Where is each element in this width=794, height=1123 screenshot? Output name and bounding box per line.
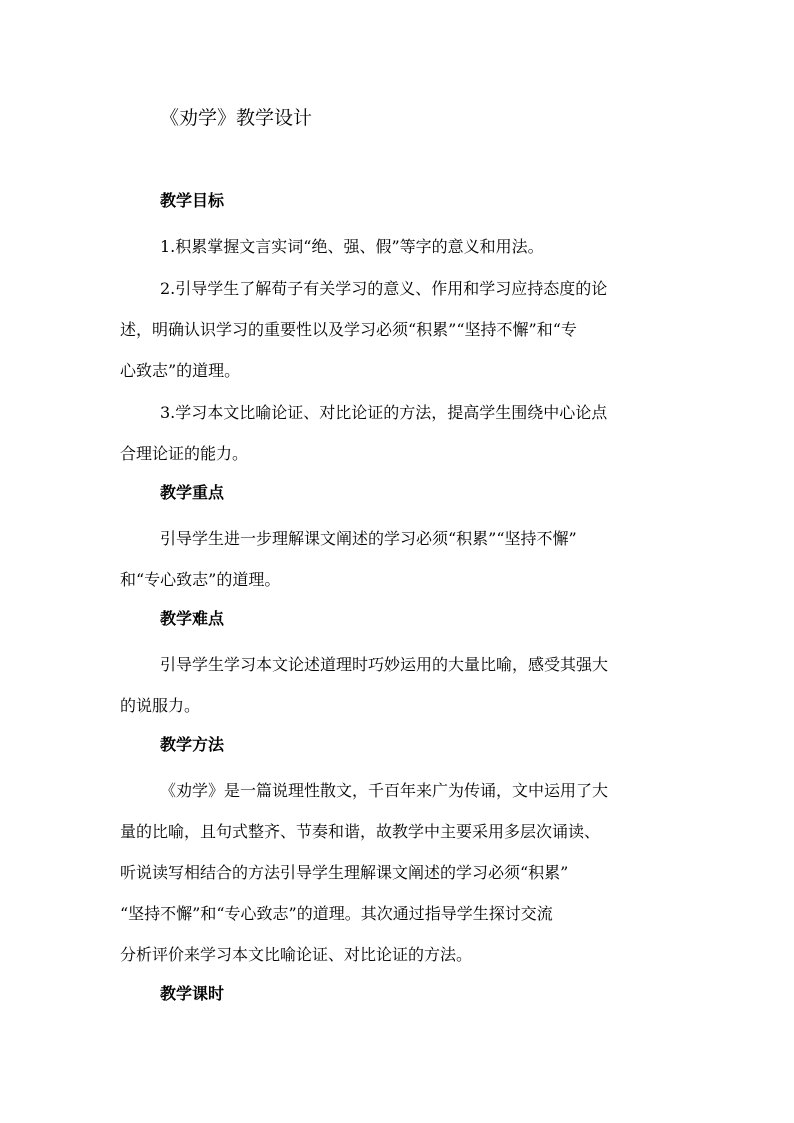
- objective-item-1: [120, 226, 676, 267]
- hours-heading: 教学课时: [160, 984, 225, 1003]
- methods-line-2: 量的比喻，且句式整齐、节奏和谐，故教学中主要采用多层次诵读、: [120, 822, 601, 841]
- objective-item-1-line-1: 1.积累掌握文言实词“绝、强、假”等字的意义和用法。: [160, 237, 544, 256]
- objective-item-2: [120, 268, 676, 391]
- objective-item-3-line-1: 3.学习本文比喻论证、对比论证的方法，提高学生围绕中心论点: [160, 403, 608, 422]
- key-points-line-1: 引导学生进一步理解课文阐述的学习必须“积累”“坚持不懈”: [160, 529, 577, 548]
- methods-line-5: 分析评价来学习本文比喻论证、对比论证的方法。: [120, 945, 473, 964]
- objectives-heading: 教学目标: [160, 191, 225, 210]
- objective-item-2-line-1: 2.引导学生了解荀子有关学习的意义、作用和学习应持态度的论: [160, 279, 608, 298]
- difficulties-line-2: 的说服力。: [120, 696, 201, 715]
- methods-line-4: “坚持不懈”和“专心致志”的道理。其次通过指导学生探讨交流: [120, 904, 553, 923]
- objective-item-3: [120, 392, 676, 474]
- methods-heading: 教学方法: [160, 735, 225, 754]
- document-body: [120, 183, 676, 1019]
- key-points-paragraph: [120, 518, 676, 600]
- methods-line-1: 《劝学》是一篇说理性散文，千百年来广为传诵，文中运用了大: [160, 781, 609, 800]
- objective-item-2-line-3: 心致志”的道理。: [120, 361, 241, 380]
- difficulties-heading: 教学难点: [160, 609, 225, 628]
- difficulties-paragraph: [120, 644, 676, 726]
- key-points-line-2: 和“专心致志”的道理。: [120, 570, 281, 589]
- objective-item-3-line-2: 合理论证的能力。: [120, 444, 249, 463]
- document-title: 《劝学》教学设计: [160, 107, 313, 129]
- objective-item-2-line-2: 述，明确认识学习的重要性以及学习必须“积累”“坚持不懈”和“专: [120, 320, 577, 339]
- methods-line-3: 听说读写相结合的方法引导学生理解课文阐述的学习必须“积累”: [120, 863, 569, 882]
- methods-paragraph: [120, 770, 676, 975]
- difficulties-line-1: 引导学生学习本文论述道理时巧妙运用的大量比喻，感受其强大: [160, 655, 609, 674]
- key-points-heading: 教学重点: [160, 483, 225, 502]
